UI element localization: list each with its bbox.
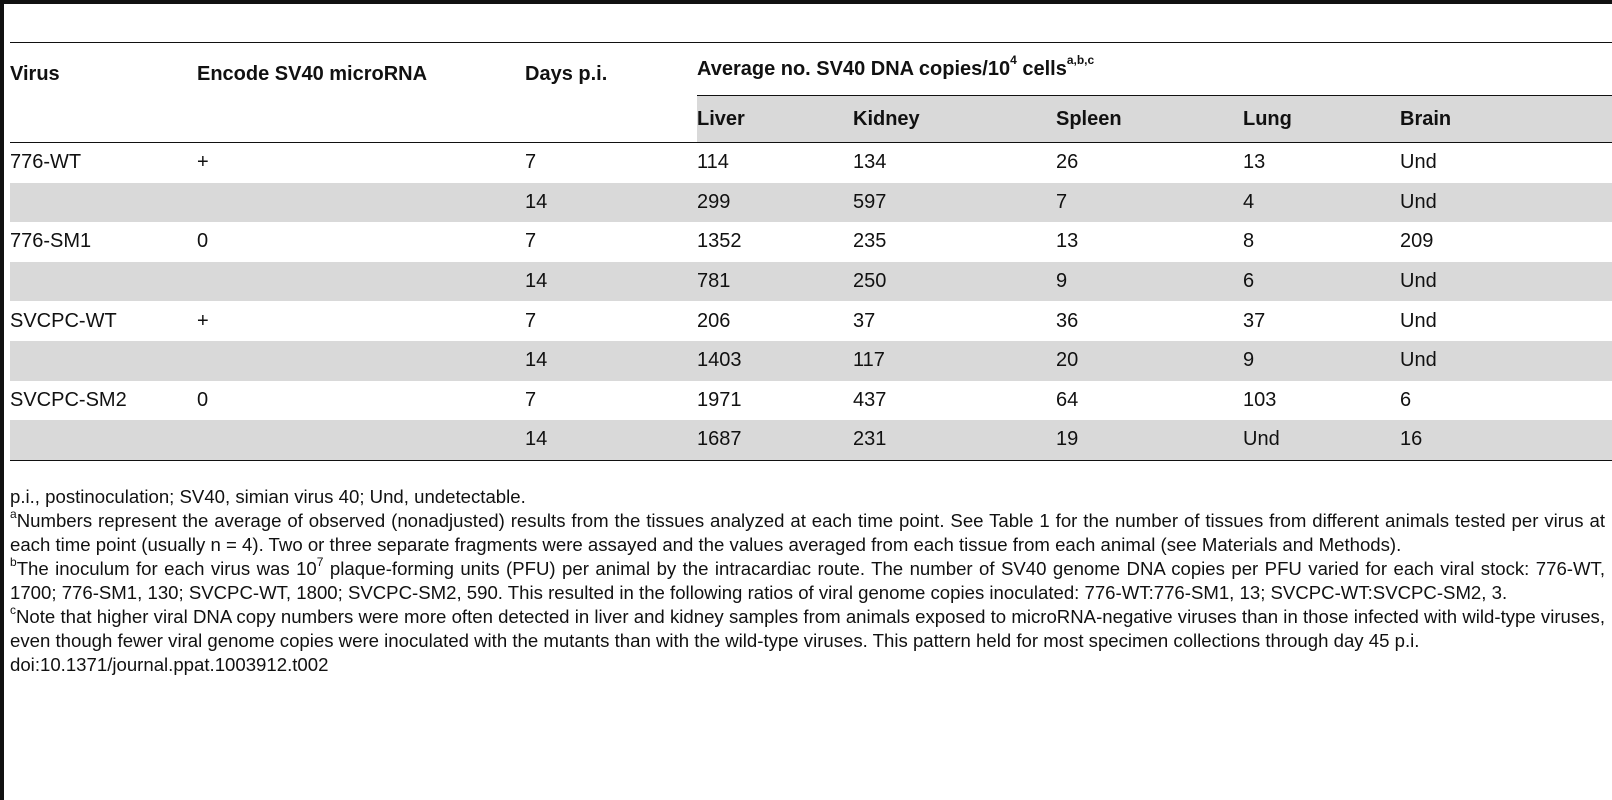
cell-brain: 209 bbox=[1400, 230, 1434, 253]
cell-virus: 776-SM1 bbox=[10, 230, 92, 253]
cell-brain: Und bbox=[1400, 309, 1437, 332]
footnote-c-mark: c bbox=[10, 602, 16, 617]
cell-spleen: 13 bbox=[1056, 230, 1079, 253]
table-row bbox=[10, 341, 1612, 381]
cell-liver: 1352 bbox=[697, 230, 742, 253]
cell-spleen: 9 bbox=[1056, 262, 1243, 302]
cell-virus: SVCPC-SM2 bbox=[10, 388, 127, 411]
header-average-footnote-marks: a,b,c bbox=[1066, 52, 1095, 67]
cell-kidney: 235 bbox=[853, 230, 887, 253]
footnote-c-text: Note that higher viral DNA copy numbers were more often detected in liver and kidney samples from animals exposed to microRNA-negative viruses than in those infected with wild-type viruses, even though fewer viral genome copies were inoculated with the mutants than with the wild-type viruses. This pattern held for most specimen collections through day 45 p.i. bbox=[10, 606, 1605, 651]
header-row-top bbox=[10, 43, 1612, 96]
cell-days: 14 bbox=[525, 183, 697, 223]
cell-spleen: 19 bbox=[1056, 420, 1243, 460]
cell-virus bbox=[10, 341, 197, 381]
table-row bbox=[10, 143, 1612, 183]
cell-kidney: 250 bbox=[853, 262, 1056, 302]
cell-spleen: 36 bbox=[1056, 309, 1079, 332]
footnote-a-mark: a bbox=[10, 506, 17, 521]
cell-brain: Und bbox=[1400, 151, 1437, 174]
cell-days: 14 bbox=[525, 262, 697, 302]
table-row bbox=[10, 262, 1612, 302]
cell-liver: 114 bbox=[697, 151, 729, 174]
cell-lung: 103 bbox=[1243, 388, 1277, 411]
cell-days: 14 bbox=[525, 420, 697, 460]
table-row bbox=[10, 183, 1612, 223]
cell-kidney: 437 bbox=[853, 388, 887, 411]
cell-spleen: 26 bbox=[1056, 151, 1079, 174]
cell-lung: Und bbox=[1243, 420, 1400, 460]
cell-liver: 1403 bbox=[697, 341, 853, 381]
cell-encode: 0 bbox=[197, 230, 209, 253]
footnote-abbreviations: p.i., postinoculation; SV40, simian virus 40; Und, undetectable. bbox=[10, 486, 526, 507]
cell-spleen: 20 bbox=[1056, 341, 1243, 381]
table-row bbox=[10, 222, 1612, 262]
footnote-a bbox=[10, 506, 1605, 557]
cell-virus: 776-WT bbox=[10, 151, 82, 174]
table-row bbox=[10, 420, 1612, 460]
header-average-prefix: Average no. SV40 DNA copies/10 bbox=[697, 57, 1011, 80]
cell-liver: 1971 bbox=[697, 388, 742, 411]
cell-lung: 9 bbox=[1243, 341, 1400, 381]
cell-liver: 1687 bbox=[697, 420, 853, 460]
cell-spleen: 64 bbox=[1056, 388, 1079, 411]
footnote-c bbox=[10, 602, 1605, 653]
cell-kidney: 597 bbox=[853, 183, 1056, 223]
data-table bbox=[10, 42, 1612, 461]
header-tissue-kidney: Kidney bbox=[853, 96, 1056, 143]
cell-days: 7 bbox=[525, 388, 537, 411]
cell-kidney: 231 bbox=[853, 420, 1056, 460]
cell-brain: Und bbox=[1400, 262, 1612, 302]
footnote-b bbox=[10, 554, 1605, 605]
cell-liver: 299 bbox=[697, 183, 853, 223]
table-body bbox=[10, 143, 1612, 461]
cell-lung: 13 bbox=[1243, 151, 1266, 174]
cell-encode bbox=[197, 262, 525, 302]
footnote-b-text-1: The inoculum for each virus was 10 bbox=[16, 558, 317, 579]
cell-liver: 781 bbox=[697, 262, 853, 302]
cell-kidney: 37 bbox=[853, 309, 876, 332]
doi-link[interactable]: doi:10.1371/journal.ppat.1003912.t002 bbox=[10, 654, 329, 675]
footnote-b-exp: 7 bbox=[316, 554, 324, 569]
header-tissue-lung: Lung bbox=[1243, 96, 1400, 143]
header-average-exp: 4 bbox=[1010, 52, 1017, 67]
header-tissue-spleen: Spleen bbox=[1056, 96, 1243, 143]
cell-encode bbox=[197, 341, 525, 381]
footnote-a-text: Numbers represent the average of observed (nonadjusted) results from the tissues analyzed at each time point. See Table 1 for the number of tissues from different animals tested per virus at each time point (usually n = 4). Two or three separate fragments were assayed and the values averaged from each tissue from each animal (see Materials and Methods). bbox=[10, 510, 1605, 555]
header-average-suffix: cells bbox=[1016, 57, 1067, 80]
cell-days: 14 bbox=[525, 341, 697, 381]
cell-kidney: 117 bbox=[853, 341, 1056, 381]
cell-lung: 4 bbox=[1243, 183, 1400, 223]
cell-days: 7 bbox=[525, 309, 537, 332]
cell-encode: + bbox=[197, 309, 209, 332]
cell-spleen: 7 bbox=[1056, 183, 1243, 223]
cell-virus bbox=[10, 420, 197, 460]
data-table-container bbox=[10, 42, 1612, 461]
header-encode-microrna: Encode SV40 microRNA bbox=[197, 63, 428, 85]
cell-encode: 0 bbox=[197, 388, 209, 411]
header-average-copies bbox=[697, 43, 1612, 96]
cell-brain: 6 bbox=[1400, 388, 1412, 411]
cell-encode: + bbox=[197, 151, 209, 174]
cell-virus: SVCPC-WT bbox=[10, 309, 117, 332]
footnote-b-mark: b bbox=[10, 554, 17, 569]
cell-virus bbox=[10, 183, 197, 223]
cell-lung: 8 bbox=[1243, 230, 1255, 253]
left-border bbox=[0, 0, 4, 800]
cell-virus bbox=[10, 262, 197, 302]
header-tissue-brain: Brain bbox=[1400, 96, 1612, 143]
table-footnotes bbox=[10, 485, 1605, 677]
cell-days: 7 bbox=[525, 230, 537, 253]
cell-brain: Und bbox=[1400, 341, 1612, 381]
header-tissue-liver: Liver bbox=[697, 96, 853, 143]
cell-brain: 16 bbox=[1400, 420, 1612, 460]
cell-kidney: 134 bbox=[853, 151, 887, 174]
table-row bbox=[10, 381, 1612, 421]
header-days: Days p.i. bbox=[525, 63, 608, 85]
cell-encode bbox=[197, 183, 525, 223]
top-border bbox=[0, 0, 1612, 4]
cell-lung: 37 bbox=[1243, 309, 1266, 332]
footnote-b-text-2: plaque-forming units (PFU) per animal by the intracardiac route. The number of SV40 genome DNA copies per PFU varied for each viral stock: 776-WT, 1700; 776-SM1, 130; SVCPC-WT, 1800; SVCPC-SM2, 590. This resulted in the following ratios of viral genome copies inoculated: 776-WT:776-SM1, 13; SVCPC-WT:SVCPC-SM2, 3. bbox=[10, 558, 1605, 603]
cell-encode bbox=[197, 420, 525, 460]
cell-liver: 206 bbox=[697, 309, 731, 332]
header-virus: Virus bbox=[10, 63, 60, 85]
cell-brain: Und bbox=[1400, 183, 1612, 223]
table-row bbox=[10, 301, 1612, 341]
cell-lung: 6 bbox=[1243, 262, 1400, 302]
cell-days: 7 bbox=[525, 151, 537, 174]
